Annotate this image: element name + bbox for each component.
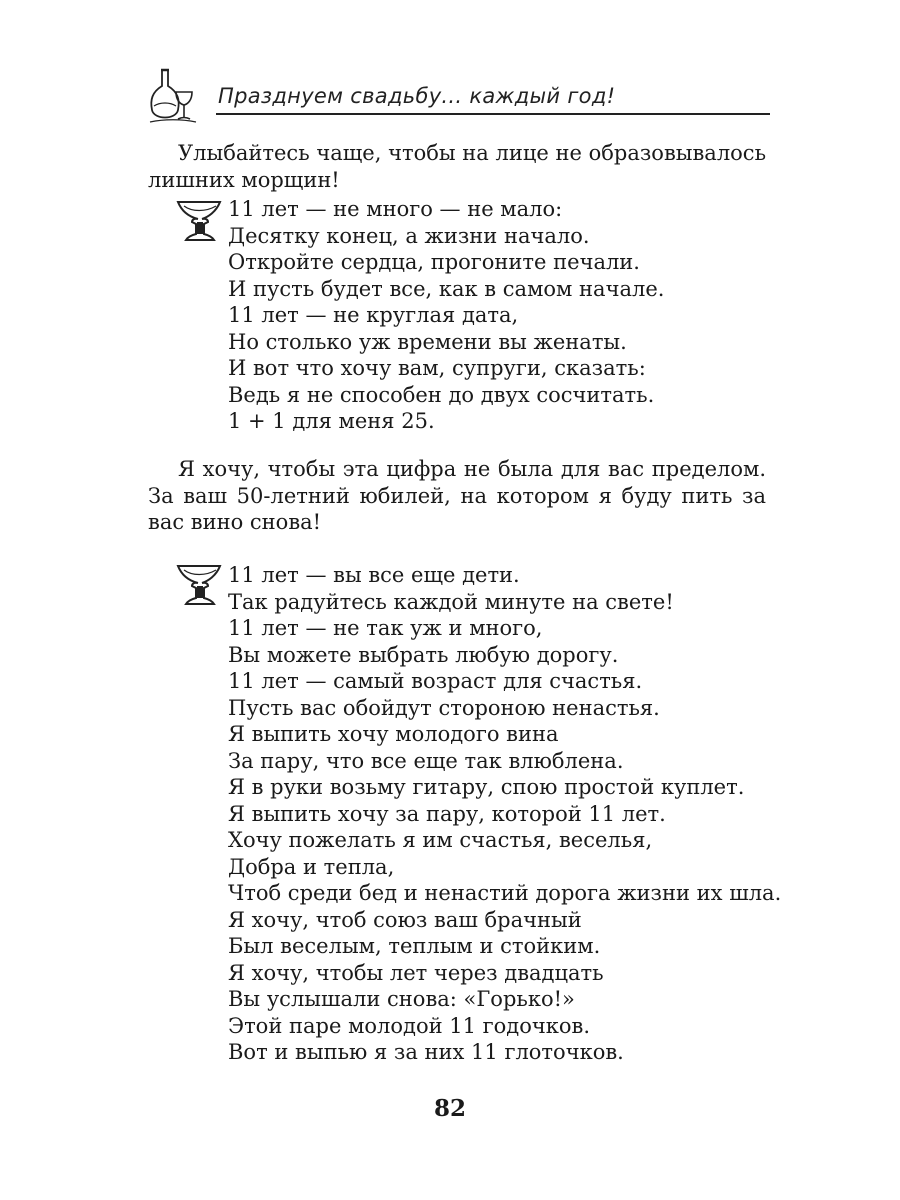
poem-line: И вот что хочу вам, супруги, сказать: [228, 356, 646, 380]
wine-glass-icon [176, 198, 222, 242]
poem-line: Десятку конец, а жизни начало. [228, 223, 590, 248]
poem-2 [228, 562, 788, 1066]
paragraph-1 [148, 140, 766, 193]
poem-line: Пусть вас обойдут стороною ненастья. [228, 695, 660, 720]
poem-line: 11 лет — не круглая дата, [228, 303, 519, 327]
poem-line: Этой паре молодой 11 годочков. [228, 1013, 591, 1038]
poem-line: Хочу пожелать я им счастья, веселья, [228, 828, 653, 852]
poem-line: 11 лет — не много — не мало: [228, 197, 563, 221]
header-title: Празднуем свадьбу... каждый год! [218, 84, 616, 108]
paragraph-2 [148, 456, 766, 536]
poem-line: За пару, что все еще так влюблена. [228, 748, 624, 773]
paragraph-text: Улыбайтесь чаще, чтобы на лице не образовывалось лишних морщин! [148, 141, 766, 192]
page-number: 82 [433, 1095, 466, 1122]
poem-line: 11 лет — не так уж и много, [228, 616, 543, 640]
poem-line: Я выпить хочу за пару, которой 11 лет. [228, 801, 666, 826]
poem-1 [228, 196, 788, 435]
running-header [148, 66, 770, 126]
poem-line: Но столько уж времени вы женаты. [228, 329, 627, 354]
paragraph-text: Я хочу, чтобы эта цифра не была для вас пределом. За ваш 50-летний юбилей, на котором я буду пить за вас вино снова! [148, 457, 766, 534]
poem-line: Вот и выпью я за них 11 глоточков. [228, 1040, 624, 1064]
poem-line: Ведь я не способен до двух сосчитать. [228, 382, 655, 407]
poem-line: Я в руки возьму гитару, спою простой куплет. [228, 775, 745, 799]
poem-line: 1 + 1 для меня 25. [228, 409, 435, 433]
poem-line: 11 лет — самый возраст для счастья. [228, 669, 643, 693]
poem-line: И пусть будет все, как в самом начале. [228, 276, 665, 301]
poem-line: Вы можете выбрать любую дорогу. [228, 642, 619, 667]
header-rule [216, 113, 770, 115]
poem-line: 11 лет — вы все еще дети. [228, 563, 520, 587]
poem-line: Вы услышали снова: «Горько!» [228, 987, 575, 1011]
poem-line: Добра и тепла, [228, 854, 395, 879]
poem-line: Был веселым, теплым и стойким. [228, 934, 601, 958]
bottle-and-glass-icon [148, 66, 198, 126]
poem-line: Откройте сердца, прогоните печали. [228, 250, 640, 274]
poem-line: Я хочу, чтоб союз ваш брачный [228, 907, 582, 932]
poem-line: Я выпить хочу молодого вина [228, 722, 559, 746]
wine-glass-icon [176, 562, 222, 606]
poem-line: Я хочу, чтобы лет через двадцать [228, 960, 604, 985]
poem-line: Чтоб среди бед и ненастий дорога жизни их шла. [228, 881, 782, 905]
poem-line: Так радуйтесь каждой минуте на свете! [228, 589, 674, 614]
